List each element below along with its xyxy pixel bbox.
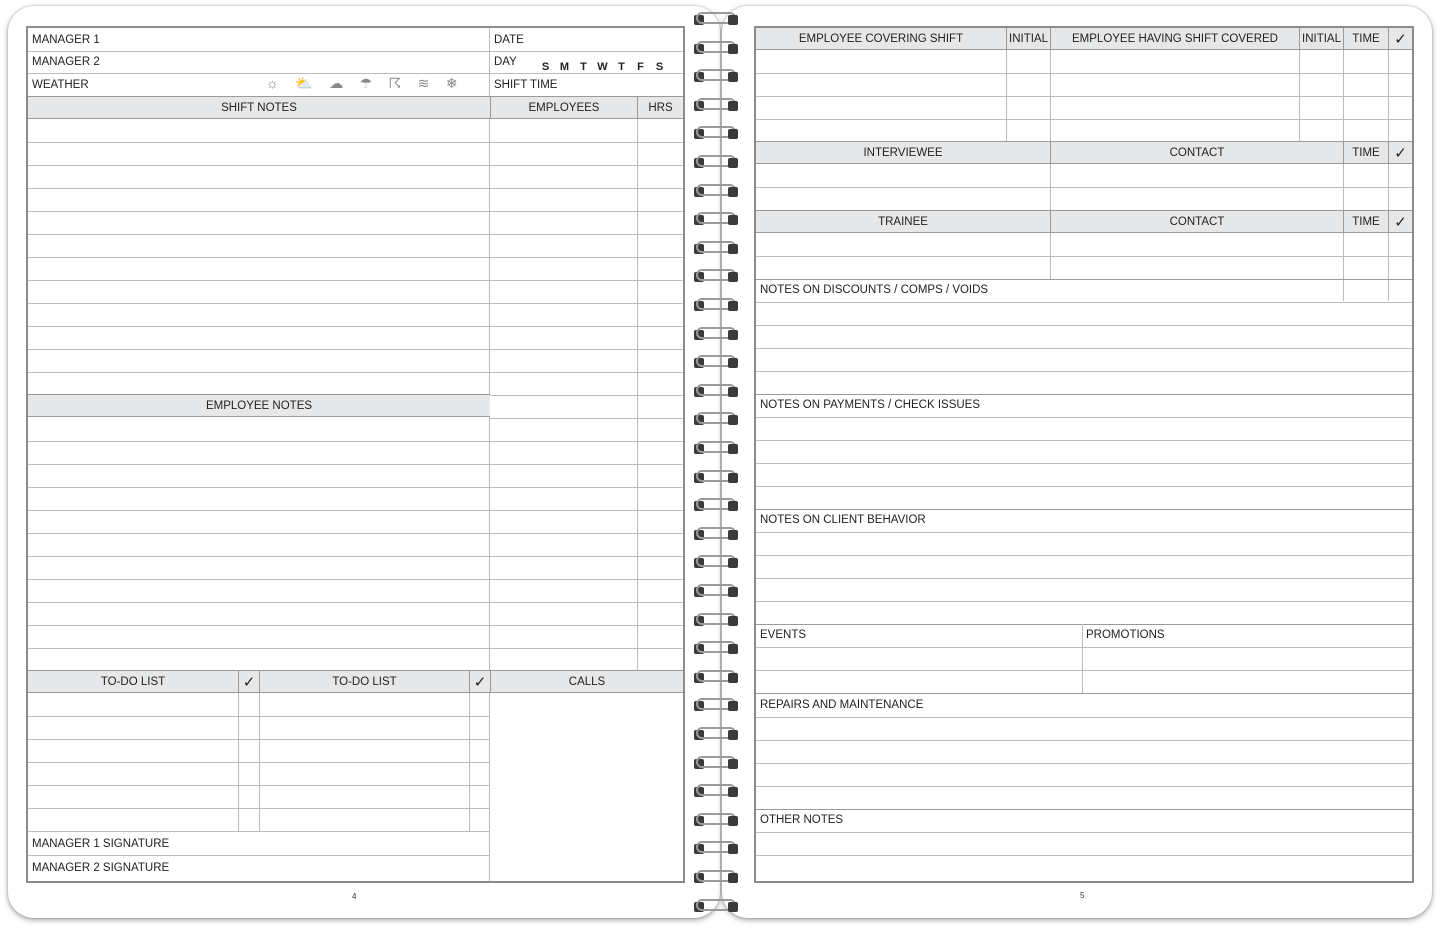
spiral-ring (690, 441, 742, 456)
day-label: DAY (494, 56, 517, 68)
spiral-ring (690, 184, 742, 199)
check-header-2 (1388, 141, 1412, 164)
checkmark-icon: ✓ (1394, 30, 1407, 48)
initial-1-title: INITIAL (1009, 32, 1048, 45)
employee-covering-shift-title: EMPLOYEE COVERING SHIFT (798, 32, 964, 45)
spiral-ring (690, 470, 742, 485)
promotions-label: PROMOTIONS (1086, 629, 1165, 641)
spiral-ring (690, 241, 742, 256)
trainee-rows[interactable] (756, 233, 1050, 279)
initial-2-header (1299, 28, 1343, 50)
spiral-ring (690, 12, 742, 27)
todo-list-2-area[interactable] (260, 693, 469, 831)
calls-title: CALLS (568, 675, 606, 688)
spiral-ring (690, 698, 742, 713)
spiral-ring (690, 298, 742, 313)
spiral-ring (690, 155, 742, 170)
spiral-ring (690, 69, 742, 84)
spiral-ring (690, 841, 742, 856)
todo-list-2-header (259, 670, 469, 693)
todo-list-1-header (28, 670, 238, 693)
interviewee-header (756, 141, 1050, 164)
shift-time-label: SHIFT TIME (494, 79, 558, 91)
repairs-area[interactable] (756, 717, 1412, 809)
promotions-area[interactable] (1083, 647, 1412, 693)
employees-title: EMPLOYEES (528, 101, 600, 114)
interviewee-title: INTERVIEWEE (863, 146, 943, 159)
payments-notes-label: NOTES ON PAYMENTS / CHECK ISSUES (760, 399, 981, 411)
todo-list-1-title: TO-DO LIST (100, 675, 166, 688)
spiral-ring (690, 584, 742, 599)
spiral-ring (690, 384, 742, 399)
repairs-label: REPAIRS AND MAINTENANCE (760, 699, 924, 711)
snowflake-icon[interactable]: ❄ (445, 75, 458, 91)
weather-icons (254, 75, 458, 93)
spiral-ring (690, 641, 742, 656)
spiral-ring (690, 498, 742, 513)
manager2-label: MANAGER 2 (32, 56, 100, 68)
discounts-notes-label: NOTES ON DISCOUNTS / COMPS / VOIDS (760, 284, 989, 296)
other-notes-label: OTHER NOTES (760, 814, 844, 826)
contact-title-1: CONTACT (1169, 146, 1225, 159)
time-header-2 (1343, 141, 1388, 164)
employees-column[interactable] (490, 119, 637, 670)
checkmark-icon: ✓ (242, 673, 256, 691)
trainee-contact-header (1050, 210, 1343, 233)
payments-notes-area[interactable] (756, 417, 1412, 509)
day-tuesday[interactable]: T (580, 61, 587, 73)
interviewee-contact-header (1050, 141, 1343, 164)
time-header-1 (1343, 28, 1388, 50)
initial-1-header (1006, 28, 1050, 50)
todo-list-1-area[interactable] (28, 693, 238, 831)
shift-notes-title: SHIFT NOTES (221, 101, 297, 114)
trainee-header (756, 210, 1050, 233)
partly-cloudy-icon[interactable]: ⛅ (295, 75, 313, 91)
events-label: EVENTS (760, 629, 807, 641)
day-wednesday[interactable]: W (597, 61, 608, 73)
other-notes-area[interactable] (756, 832, 1412, 881)
employee-covered-header (1050, 28, 1299, 50)
spiral-ring (690, 899, 742, 914)
trainee-title: TRAINEE (878, 215, 928, 228)
right-form (754, 26, 1414, 883)
employee-covering-shift-header (756, 28, 1006, 50)
spiral-ring (690, 670, 742, 685)
employee-notes-area[interactable] (28, 417, 489, 670)
spiral-ring (690, 98, 742, 113)
shift-notes-header (28, 96, 490, 119)
spiral-ring (690, 212, 742, 227)
hrs-header (637, 96, 683, 119)
hrs-title: HRS (648, 101, 673, 114)
employee-notes-header (28, 394, 490, 417)
client-behavior-area[interactable] (756, 532, 1412, 624)
page-number-left: 4 (352, 892, 357, 901)
todo-2-check-header (469, 670, 490, 693)
initial-2-title: INITIAL (1302, 32, 1341, 45)
left-form (26, 26, 685, 883)
rain-icon[interactable]: ☂ (359, 75, 373, 91)
events-area[interactable] (756, 647, 1082, 693)
spiral-ring (690, 269, 742, 284)
spiral-ring (690, 870, 742, 885)
calls-header (490, 670, 683, 693)
employee-covered-title: EMPLOYEE HAVING SHIFT COVERED (1072, 32, 1278, 45)
page-number-right: 5 (1080, 891, 1085, 900)
wind-icon[interactable]: ≋ (417, 75, 430, 91)
checkmark-icon: ✓ (1394, 144, 1407, 162)
hrs-column[interactable] (638, 119, 683, 670)
discounts-notes-area[interactable] (756, 302, 1412, 394)
spiral-ring (690, 727, 742, 742)
time-title-3: TIME (1352, 215, 1380, 228)
cloud-icon[interactable]: ☁ (329, 75, 344, 91)
contact-title-2: CONTACT (1169, 215, 1225, 228)
manager1-label: MANAGER 1 (32, 34, 100, 46)
check-header-1 (1388, 28, 1412, 50)
time-header-3 (1343, 210, 1388, 233)
spiral-ring (690, 355, 742, 370)
spiral-ring (690, 41, 742, 56)
day-friday[interactable]: F (637, 61, 644, 73)
manager2-signature-label: MANAGER 2 SIGNATURE (32, 862, 170, 874)
spiral-ring (690, 126, 742, 141)
spiral-ring (690, 813, 742, 828)
day-selector (536, 57, 669, 75)
time-title-2: TIME (1352, 146, 1380, 159)
day-monday[interactable]: M (559, 61, 570, 73)
todo-1-check-header (238, 670, 259, 693)
interviewee-rows[interactable] (756, 164, 1050, 210)
employee-notes-title: EMPLOYEE NOTES (205, 399, 313, 412)
calls-area[interactable] (490, 693, 683, 881)
checkmark-icon: ✓ (1394, 213, 1407, 231)
day-thursday[interactable]: T (618, 61, 625, 73)
spiral-ring (690, 527, 742, 542)
employees-header (490, 96, 637, 119)
todo-list-2-title: TO-DO LIST (332, 675, 397, 688)
thunderstorm-icon[interactable]: ☈ (388, 75, 402, 91)
spiral-ring (690, 555, 742, 570)
spiral-ring (690, 784, 742, 799)
spiral-ring (690, 756, 742, 771)
shift-cover-rows[interactable] (756, 50, 1006, 142)
client-behavior-label: NOTES ON CLIENT BEHAVIOR (760, 514, 926, 526)
weather-label: WEATHER (32, 79, 89, 91)
spiral-ring (690, 412, 742, 427)
manager1-signature-label: MANAGER 1 SIGNATURE (32, 838, 170, 850)
day-sunday[interactable]: S (541, 61, 550, 73)
day-saturday[interactable]: S (655, 61, 664, 73)
checkmark-icon: ✓ (473, 673, 487, 691)
check-header-3 (1388, 210, 1412, 233)
date-label: DATE (494, 34, 524, 46)
spiral-ring (690, 327, 742, 342)
sun-icon[interactable]: ☼ (266, 75, 279, 91)
spiral-ring (690, 613, 742, 628)
time-title-1: TIME (1352, 32, 1380, 45)
